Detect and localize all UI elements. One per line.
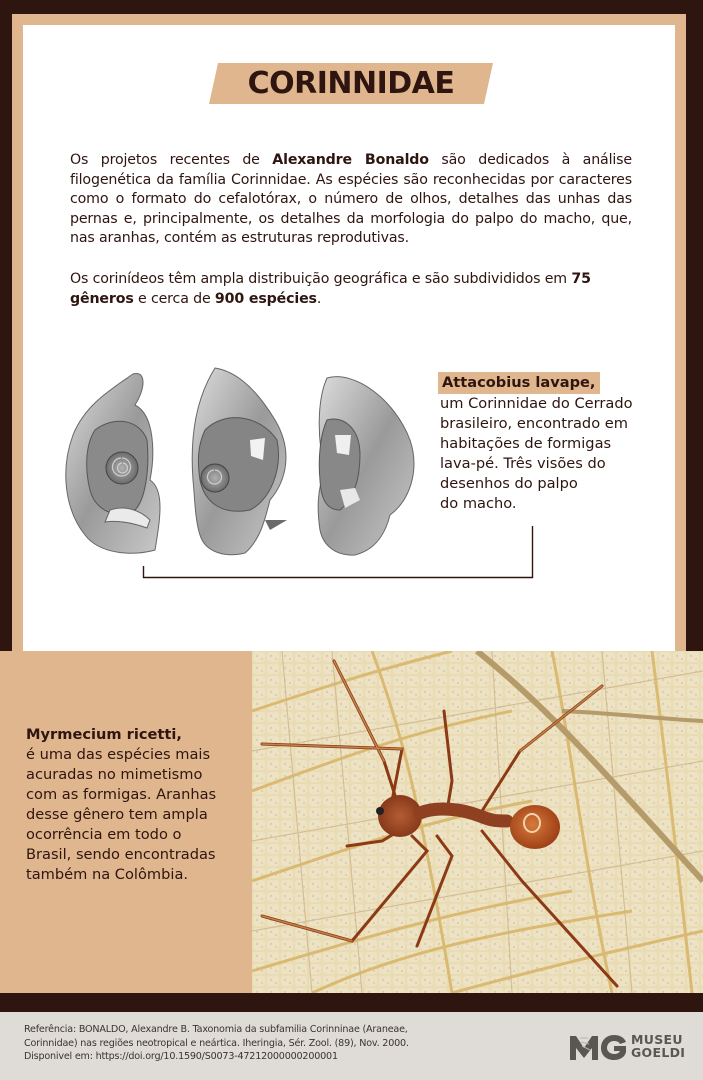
intro-text: Os corinídeos têm ampla distribuição geográfica e são subdivididos em <box>70 271 572 287</box>
photo-section <box>0 651 703 993</box>
reference-line: Disponivel em: https://doi.org/10.1590/S0073-47212000000200001 <box>24 1051 338 1063</box>
ant-mimic-spider-image <box>252 651 703 993</box>
figure-bracket-line <box>140 520 540 582</box>
caption-line: um Corinnidae do Cerrado <box>440 395 633 412</box>
caption-line: também na Colômbia. <box>26 866 189 883</box>
reference-line: Referência: BONALDO, Alexandre B. Taxonomia da subfamilia Corinninae (Araneae, <box>24 1024 408 1035</box>
caption-line: com as formigas. Aranhas <box>26 786 217 803</box>
spider-photo <box>252 651 703 993</box>
title-banner <box>209 63 493 104</box>
caption-line: é uma das espécies mais <box>26 746 211 763</box>
intro-text: são dedicados à análise filogenética da família Corinnidae. As espécies são reconhecidas por caracteres como o formato do cefalotórax, o número de olhos, detalhes das unhas das pernas e, principalmente, os detalhes da morfologia do palpo do macho, que, nas aranhas, contém as estruturas reprodutivas. <box>70 152 632 247</box>
caption-line: habitações de formigas <box>440 435 612 452</box>
species-count: 900 espécies <box>214 290 317 307</box>
intro-text: Os projetos recentes de <box>70 152 273 168</box>
footer <box>0 1012 703 1080</box>
intro-paragraph-2 <box>70 270 632 309</box>
intro-paragraph-1 <box>70 151 632 249</box>
bottom-dark-bar <box>0 993 703 1012</box>
logo-line-1: MUSEU <box>631 1032 683 1047</box>
reference-text <box>24 1023 464 1064</box>
caption-line: ocorrência em todo o <box>26 826 182 843</box>
caption-line: Brasil, sendo encontradas <box>26 846 216 863</box>
reference-line: Corinnidae) nas regiões neotropical e neártica. Iheringia, Sér. Zool. (89), Nov. 2000. <box>24 1037 409 1049</box>
photo-species-name: Myrmecium ricetti, <box>26 726 182 743</box>
photo-caption-panel <box>0 651 252 993</box>
figure-caption <box>440 372 660 514</box>
intro-text: e cerca de <box>133 290 215 307</box>
caption-line: desenhos do palpo <box>440 475 578 492</box>
mg-logo-icon <box>570 1032 628 1060</box>
page-title: CORINNIDAE <box>247 66 455 101</box>
museu-goeldi-logo <box>570 1032 686 1062</box>
logo-line-2: GOELDI <box>631 1045 686 1060</box>
caption-line: desse gênero tem ampla <box>26 806 208 823</box>
caption-line: lava-pé. Três visões do <box>440 455 606 472</box>
intro-text: . <box>316 290 322 307</box>
caption-line: brasileiro, encontrado em <box>440 415 628 432</box>
logo-wordmark <box>631 1033 685 1059</box>
genera-count: 75 gêneros <box>70 271 591 307</box>
researcher-name: Alexandre Bonaldo <box>272 152 429 168</box>
caption-line: acuradas no mimetismo <box>26 766 203 783</box>
caption-species-name: Attacobius lavape, <box>438 372 600 394</box>
caption-line: do macho. <box>440 495 517 512</box>
photo-caption <box>26 725 241 885</box>
